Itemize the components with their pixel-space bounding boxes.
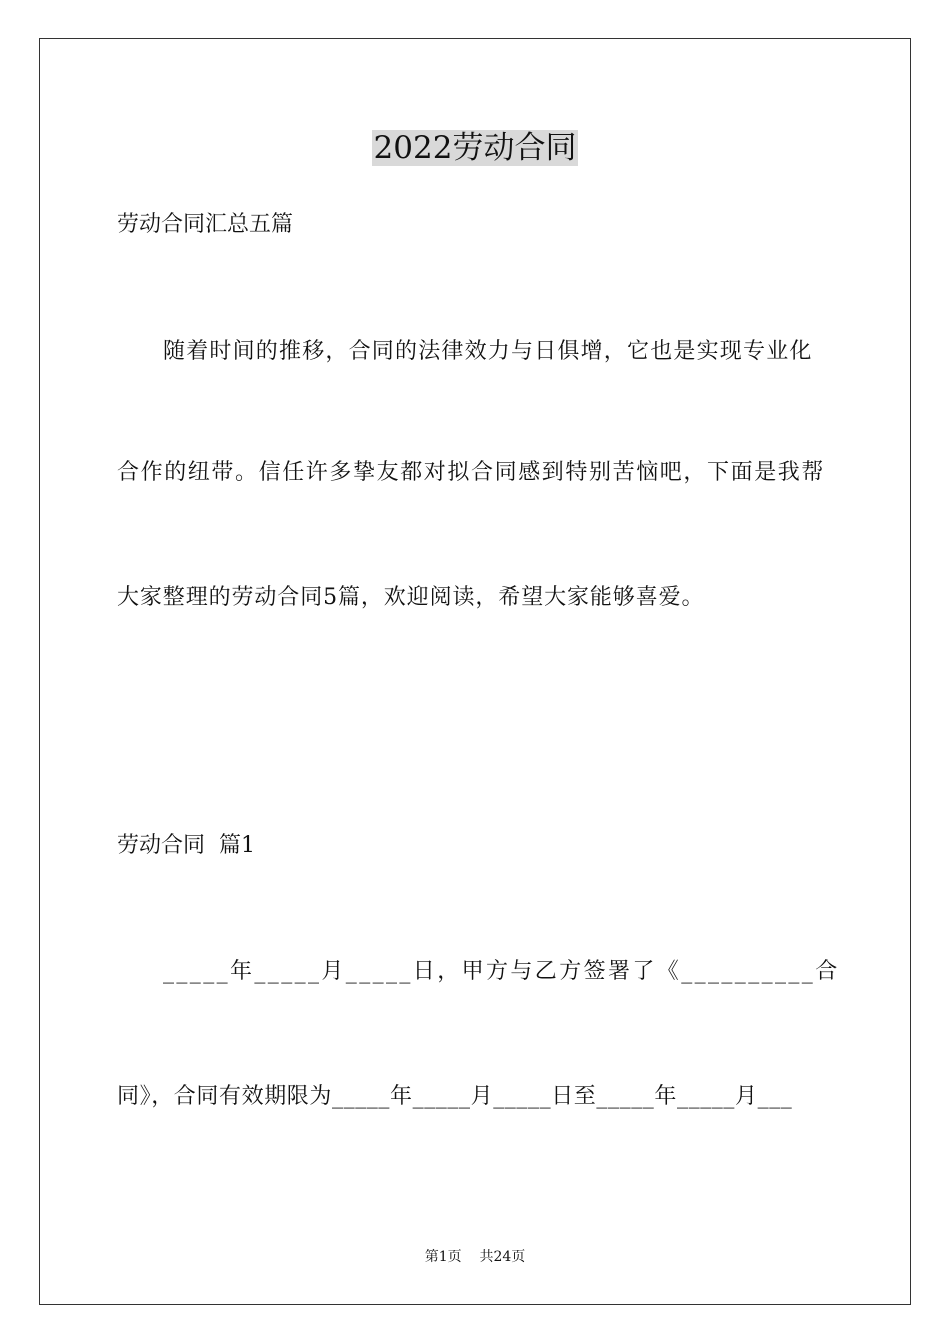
contract-line-1: _____年_____月_____日，甲方与乙方签署了《__________合 <box>163 959 840 984</box>
document-title-text: 2022劳动合同 <box>373 130 577 166</box>
document-title <box>0 128 950 168</box>
page-number-footer: 第1页 共24页 <box>424 1249 526 1265</box>
document-subtitle: 劳动合同汇总五篇 <box>117 212 294 237</box>
intro-line-1: 随着时间的推移，合同的法律效力与日俱增，它也是实现专业化 <box>163 339 813 364</box>
section-heading: 劳动合同 篇1 <box>117 833 255 858</box>
intro-line-3: 大家整理的劳动合同5篇，欢迎阅读，希望大家能够喜爱。 <box>117 585 705 610</box>
contract-line-2: 同》，合同有效期限为_____年_____月_____日至_____年_____月___ <box>117 1084 793 1109</box>
intro-line-2: 合作的纽带。信任许多挚友都对拟合同感到特别苦恼吧，下面是我帮 <box>117 460 826 485</box>
